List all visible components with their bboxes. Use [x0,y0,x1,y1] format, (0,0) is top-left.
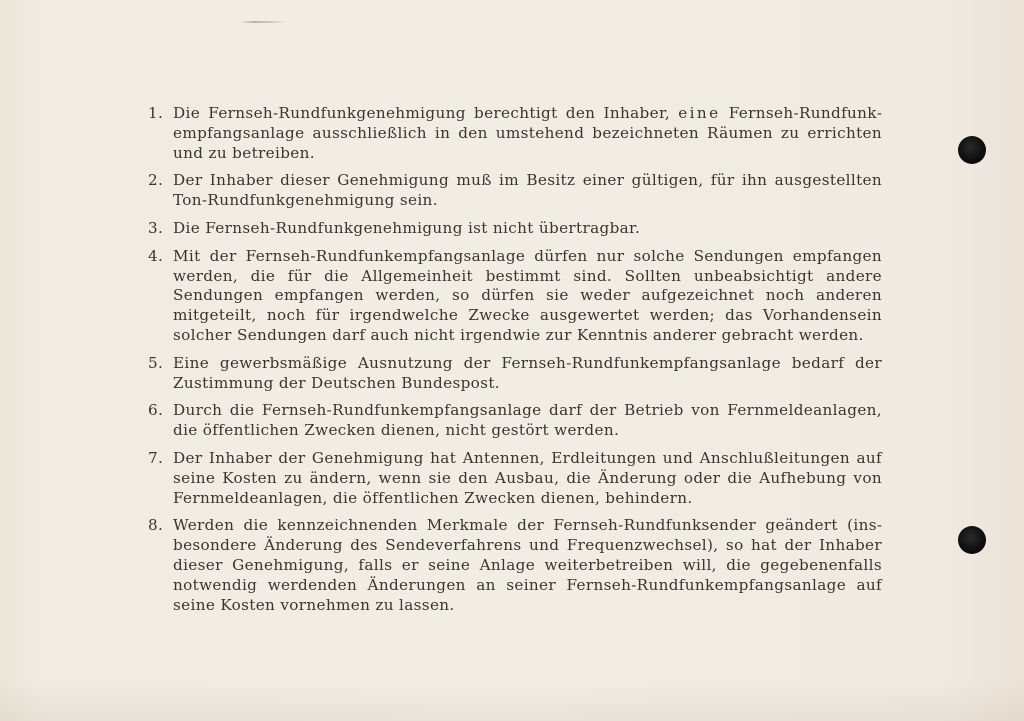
condition-item-3 [148,219,882,239]
condition-text: Eine gewerbsmäßige Ausnutzung der Fernseh-Rundfunkempfangsanlage bedarf der Zustimmung der Deutschen Bundespost. [173,353,882,392]
condition-text: Werden die kennzeichnenden Merkmale der Fernseh-Rundfunksender geändert (insbesondere Änderung des Sendeverfahrens und Frequenzwechsel), so hat der Inhaber dieser Genehmigung, falls er seine Anlage weiterbetreiben will, die gegebenenfalls notwendig werdenden Änderungen an seiner Fernseh-Rundfunkempfangsanlage auf seine Kosten vornehmen zu lassen. [173,516,882,614]
condition-item-2 [148,171,882,211]
pencil-mark [240,21,286,23]
condition-number: 8. [148,516,164,535]
punch-hole-top [958,136,986,164]
condition-number: 2. [148,171,164,190]
condition-number: 6. [148,401,164,420]
condition-item-6 [148,401,882,441]
condition-number: 4. [148,246,164,265]
condition-text: Mit der Fernseh-Rundfunkempfangsanlage dürfen nur solche Sendungen empfangen werden, die für die Allgemeinheit bestimmt sind. Sollten unbeabsichtigt andere Sendungen empfangen werden, so dürfen sie weder aufgezeichnet noch anderen mitgeteilt, noch für irgendwelche Zwecke ausgewertet werden; das Vorhandensein solcher Sendungen darf auch nicht irgendwie zur Kenntnis anderer gebracht werden. [173,246,882,344]
condition-text: Durch die Fernseh-Rundfunkempfangsanlage darf der Betrieb von Fernmeldeanlagen, die öffentlichen Zwecken dienen, nicht gestört werden. [173,401,882,440]
condition-emphasis: eine [678,104,721,122]
condition-item-4 [148,247,882,346]
condition-number: 1. [148,104,164,122]
condition-text: Die Fernseh-Rundfunkgenehmigung ist nicht übertragbar. [173,218,641,237]
condition-text: Der Inhaber der Genehmigung hat Antennen, Erdleitungen und Anschlußleitungen auf seine Kosten zu ändern, wenn sie den Ausbau, die Änderung oder die Aufhebung von Fernmeldeanlagen, die öffentlichen Zwecken dienen, behindern. [173,448,882,507]
condition-number: 3. [148,218,164,237]
condition-item-5 [148,354,882,394]
condition-number: 5. [148,353,164,372]
condition-item-8 [148,516,882,615]
condition-text-part: Die Fernseh-Rundfunkgenehmigung berechtigt den Inhaber, [173,104,679,122]
condition-text: Der Inhaber dieser Genehmigung muß im Besitz einer gültigen, für ihn ausgestellten Ton-Rundfunkgenehmigung sein. [173,171,882,210]
condition-item-1 [148,104,882,163]
condition-number: 7. [148,448,164,467]
condition-text [173,104,882,163]
conditions-list [148,104,882,623]
condition-item-7 [148,449,882,508]
condition-text-part: Fernseh-Rundfunkempfangsanlage ausschließlich in den umstehend bezeichneten Räumen zu errichten und zu betreiben. [173,104,882,162]
punch-hole-bottom [958,526,986,554]
